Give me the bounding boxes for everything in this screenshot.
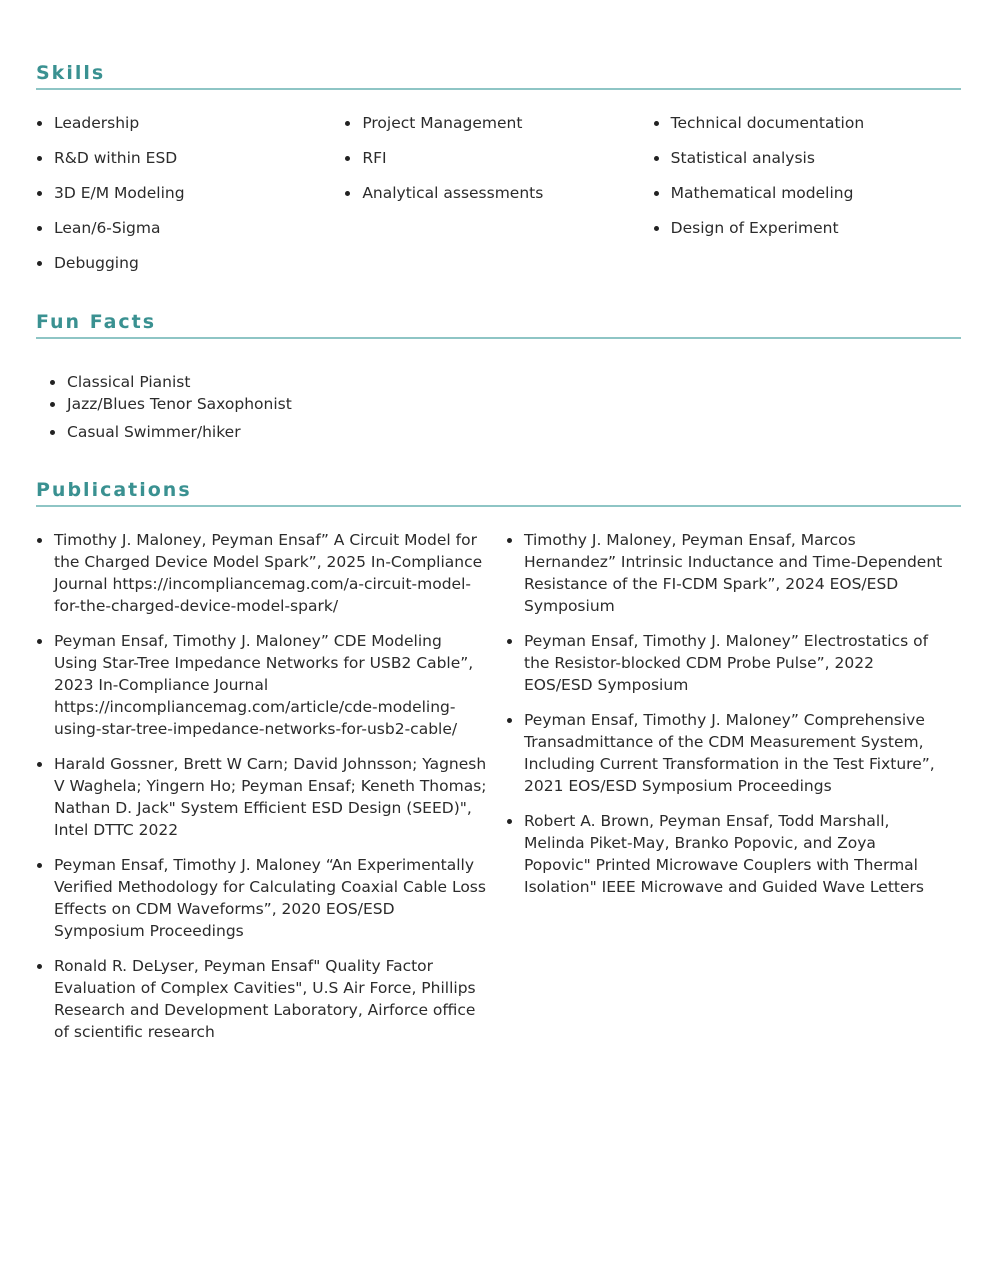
publication-item: Harald Gossner, Brett W Carn; David Johnsson; Yagnesh V Waghela; Yingern Ho; Peyman Ensaf; Keneth Thomas; Nathan D. Jack" System Efficient ESD Design (SEED)", Intel DTTC 2022 bbox=[36, 753, 488, 841]
publication-item: Peyman Ensaf, Timothy J. Maloney” Electrostatics of the Resistor-blocked CDM Probe Pulse”, 2022 EOS/ESD Symposium bbox=[506, 630, 946, 696]
fun-fact-item: Jazz/Blues Tenor Saxophonist bbox=[49, 393, 292, 415]
skill-item: Design of Experiment bbox=[653, 217, 961, 239]
skill-item: 3D E/M Modeling bbox=[36, 182, 344, 204]
skills-divider bbox=[36, 88, 961, 90]
publication-item: Peyman Ensaf, Timothy J. Maloney” CDE Modeling Using Star-Tree Impedance Networks for USB2 Cable”, 2023 In-Compliance Journal https://incompliancemag.com/article/cde-modeling-using-star-tree-impedance-networks-for-usb2-cable/ bbox=[36, 630, 488, 740]
fun-fact-item: Classical Pianist bbox=[49, 371, 292, 393]
skills-column-2 bbox=[344, 112, 652, 287]
skill-item: Technical documentation bbox=[653, 112, 961, 134]
publication-item: Peyman Ensaf, Timothy J. Maloney “An Experimentally Verified Methodology for Calculating Coaxial Cable Loss Effects on CDM Waveforms”, 2020 EOS/ESD Symposium Proceedings bbox=[36, 854, 488, 942]
fun-facts-list bbox=[49, 371, 292, 443]
fun-fact-item: Casual Swimmer/hiker bbox=[49, 421, 292, 443]
publication-item: Timothy J. Maloney, Peyman Ensaf” A Circuit Model for the Charged Device Model Spark”, 2025 In-Compliance Journal https://incompliancemag.com/a-circuit-model-for-the-charged-device-model-spark/ bbox=[36, 529, 488, 617]
publications-column-left bbox=[36, 529, 488, 1056]
publication-item: Peyman Ensaf, Timothy J. Maloney” Comprehensive Transadmittance of the CDM Measurement System, Including Current Transformation in the Test Fixture”, 2021 EOS/ESD Symposium Proceedings bbox=[506, 709, 946, 797]
skills-columns bbox=[36, 112, 961, 287]
publication-item: Ronald R. DeLyser, Peyman Ensaf" Quality Factor Evaluation of Complex Cavities", U.S Air Force, Phillips Research and Development Laboratory, Airforce office of scientific research bbox=[36, 955, 488, 1043]
publications-divider bbox=[36, 505, 961, 507]
skill-item: R&D within ESD bbox=[36, 147, 344, 169]
skill-item: Project Management bbox=[344, 112, 652, 134]
publications-columns bbox=[36, 529, 961, 1056]
skill-item: Statistical analysis bbox=[653, 147, 961, 169]
publications-heading: Publications bbox=[36, 479, 192, 501]
fun-facts-section bbox=[36, 309, 961, 449]
publication-item: Robert A. Brown, Peyman Ensaf, Todd Marshall, Melinda Piket-May, Branko Popovic, and Zoya Popovic" Printed Microwave Couplers with Thermal Isolation" IEEE Microwave and Guided Wave Letters bbox=[506, 810, 946, 898]
skill-item: Leadership bbox=[36, 112, 344, 134]
skills-heading: Skills bbox=[36, 62, 106, 84]
publications-section bbox=[36, 477, 961, 1077]
skill-item: Analytical assessments bbox=[344, 182, 652, 204]
skill-item: Mathematical modeling bbox=[653, 182, 961, 204]
skill-item: Lean/6-Sigma bbox=[36, 217, 344, 239]
skills-column-3 bbox=[653, 112, 961, 287]
publication-item: Timothy J. Maloney, Peyman Ensaf, Marcos Hernandez” Intrinsic Inductance and Time-Dependent Resistance of the FI-CDM Spark”, 2024 EOS/ESD Symposium bbox=[506, 529, 946, 617]
skill-item: RFI bbox=[344, 147, 652, 169]
fun-facts-divider bbox=[36, 337, 961, 339]
fun-facts-heading: Fun Facts bbox=[36, 311, 157, 333]
skill-item: Debugging bbox=[36, 252, 344, 274]
publications-column-right bbox=[506, 529, 946, 1056]
skills-section bbox=[36, 60, 961, 280]
skills-column-1 bbox=[36, 112, 344, 287]
